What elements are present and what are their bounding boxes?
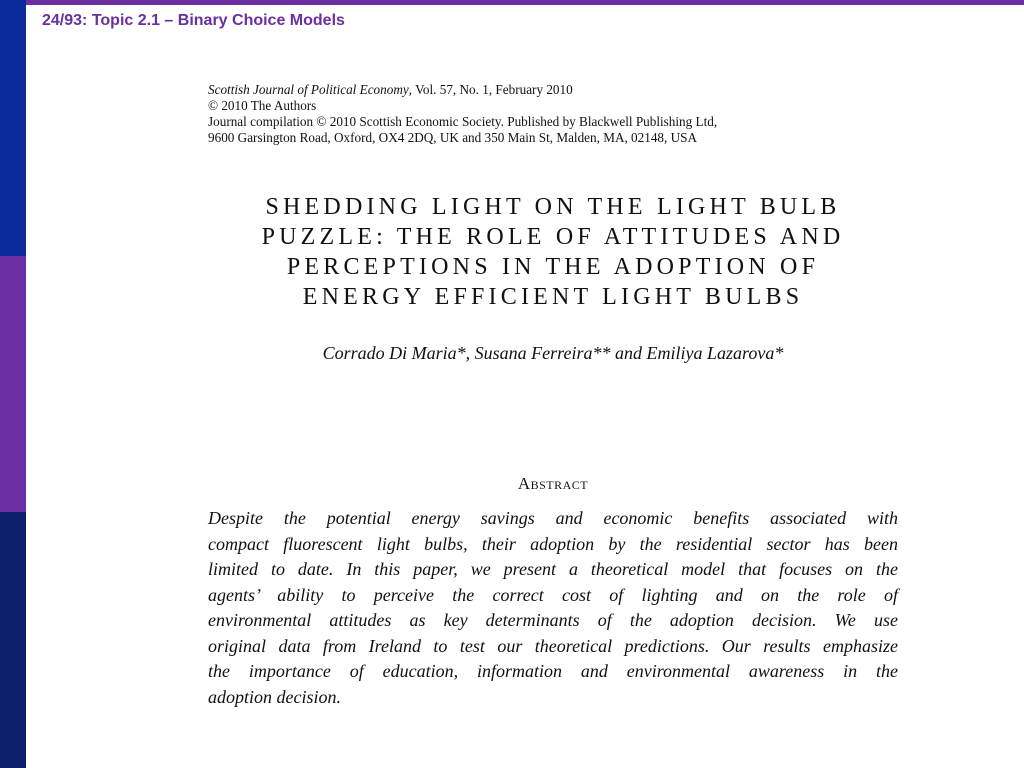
- title-line: PUZZLE: THE ROLE OF ATTITUDES AND: [261, 224, 845, 250]
- abstract-body: [208, 506, 898, 710]
- abstract-line: adoption decision.: [208, 686, 341, 707]
- citation-compilation: Journal compilation © 2010 Scottish Economic Society. Published by Blackwell Publishing Ltd,: [208, 114, 718, 129]
- accent-bar-bottom: [0, 512, 26, 768]
- abstract-line: environmental attitudes as key determinants of the adoption decision. We use: [208, 610, 898, 630]
- paper-page: [208, 82, 898, 710]
- citation-journal-line: [208, 82, 898, 98]
- title-line: ENERGY EFFICIENT LIGHT BULBS: [302, 284, 804, 310]
- paper-title: [202, 192, 904, 312]
- abstract-heading: Abstract: [517, 474, 589, 493]
- abstract-line: Despite the potential energy savings and economic benefits associated with: [208, 508, 898, 528]
- accent-bar-middle: [0, 256, 26, 512]
- title-line: SHEDDING LIGHT ON THE LIGHT BULB: [265, 194, 841, 220]
- abstract-line: compact fluorescent light bulbs, their adoption by the residential sector has been: [208, 533, 898, 554]
- abstract-line: the importance of education, information and environmental awareness in the: [208, 661, 898, 681]
- title-line: PERCEPTIONS IN THE ADOPTION OF: [286, 254, 820, 280]
- accent-bar-top: [0, 0, 26, 256]
- citation-address: 9600 Garsington Road, Oxford, OX4 2DQ, UK and 350 Main St, Malden, MA, 02148, USA: [208, 130, 698, 145]
- abstract-line: agents’ ability to perceive the correct cost of lighting and on the role of: [208, 584, 898, 605]
- left-accent-bar: [0, 0, 26, 768]
- top-rule: [26, 0, 1024, 5]
- abstract-line: limited to date. In this paper, we present a theoretical model that focuses on the: [208, 559, 898, 579]
- slide-header: 24/93: Topic 2.1 – Binary Choice Models: [42, 12, 345, 29]
- citation-block: [208, 82, 898, 146]
- journal-name: Scottish Journal of Political Economy: [208, 82, 409, 97]
- journal-details: , Vol. 57, No. 1, February 2010: [408, 82, 573, 97]
- citation-copyright: © 2010 The Authors: [208, 98, 317, 113]
- paper-authors: Corrado Di Maria*, Susana Ferreira** and Emiliya Lazarova*: [322, 343, 784, 363]
- abstract-line: original data from Ireland to test our theoretical predictions. Our results emphasize: [208, 635, 898, 656]
